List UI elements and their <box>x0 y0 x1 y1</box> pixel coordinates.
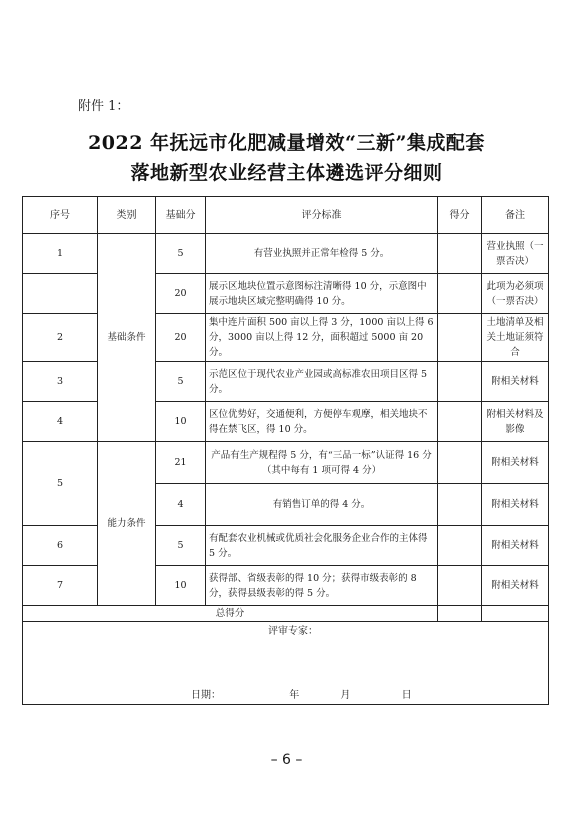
row-base-score: 21 <box>156 442 206 484</box>
category-basic: 基础条件 <box>98 234 156 442</box>
row-note: 附相关材料 <box>482 362 549 402</box>
row-criteria: 示范区位于现代农业产业园或高标准农田项目区得 5 分。 <box>206 362 438 402</box>
row-base-score: 20 <box>156 274 206 314</box>
date-line <box>191 688 412 703</box>
total-label: 总得分 <box>23 606 438 622</box>
row-criteria: 集中连片面积 500 亩以上得 3 分，1000 亩以上得 6 分，3000 亩以上得 12 分，面积超过 5000 亩 20 分。 <box>206 314 438 362</box>
date-label: 日期： <box>191 690 221 701</box>
row-note: 附相关材料 <box>482 484 549 526</box>
row-note: 此项为必须项（一票否决） <box>482 274 549 314</box>
review-row <box>23 622 549 705</box>
row-number: 6 <box>23 526 98 566</box>
row-number: 7 <box>23 566 98 606</box>
row-number: 3 <box>23 362 98 402</box>
row-criteria: 产品有生产规程得 5 分，有“三品一标”认证得 16 分（其中每有 1 项可得 4 分） <box>206 442 438 484</box>
reviewer-label: 评审专家： <box>268 626 318 637</box>
row-number: 4 <box>23 402 98 442</box>
column-header-category: 类别 <box>98 197 156 234</box>
column-header-points: 得分 <box>438 197 482 234</box>
row-points <box>438 362 482 402</box>
total-note <box>482 606 549 622</box>
row-number: 2 <box>23 314 98 362</box>
row-base-score: 20 <box>156 314 206 362</box>
row-base-score: 10 <box>156 402 206 442</box>
attachment-label: 附件 1： <box>78 99 130 114</box>
table-row <box>23 234 549 274</box>
row-note: 附相关材料及影像 <box>482 402 549 442</box>
row-points <box>438 402 482 442</box>
row-note: 附相关材料 <box>482 566 549 606</box>
row-note: 营业执照（一票否决） <box>482 234 549 274</box>
table-header-row <box>23 197 549 234</box>
category-capability: 能力条件 <box>98 442 156 606</box>
scoring-table <box>22 196 549 705</box>
total-points <box>438 606 482 622</box>
column-header-note: 备注 <box>482 197 549 234</box>
row-base-score: 5 <box>156 526 206 566</box>
column-header-no: 序号 <box>23 197 98 234</box>
row-base-score: 5 <box>156 362 206 402</box>
row-points <box>438 234 482 274</box>
row-criteria: 获得部、省级表彰的得 10 分；获得市级表彰的 8 分，获得县级表彰的得 5 分。 <box>206 566 438 606</box>
row-note: 土地清单及相关土地证须符合 <box>482 314 549 362</box>
document-title-line-2: 落地新型农业经营主体遴选评分细则 <box>130 162 443 184</box>
row-points <box>438 484 482 526</box>
row-note: 附相关材料 <box>482 442 549 484</box>
row-points <box>438 526 482 566</box>
row-base-score: 4 <box>156 484 206 526</box>
row-number: 5 <box>23 442 98 526</box>
date-year-label: 年 <box>289 690 300 701</box>
date-day-label: 日 <box>401 690 412 701</box>
row-number <box>23 274 98 314</box>
row-note: 附相关材料 <box>482 526 549 566</box>
row-criteria: 区位优势好，交通便利，方便停车观摩，相关地块不得在禁飞区，得 10 分。 <box>206 402 438 442</box>
row-criteria: 有配套农业机械或优质社会化服务企业合作的主体得 5 分。 <box>206 526 438 566</box>
column-header-criteria: 评分标准 <box>206 197 438 234</box>
table-row <box>23 442 549 484</box>
row-base-score: 5 <box>156 234 206 274</box>
total-row <box>23 606 549 622</box>
row-criteria: 展示区地块位置示意图标注清晰得 10 分，示意图中展示地块区域完整明确得 10 分。 <box>206 274 438 314</box>
column-header-base-score: 基础分 <box>156 197 206 234</box>
row-number: 1 <box>23 234 98 274</box>
review-cell <box>23 622 549 705</box>
page-number: – 6 – <box>270 752 303 768</box>
row-base-score: 10 <box>156 566 206 606</box>
row-points <box>438 314 482 362</box>
row-criteria: 有销售订单的得 4 分。 <box>206 484 438 526</box>
date-month-label: 月 <box>340 690 351 701</box>
document-title-line-1: 2022 年抚远市化肥减量增效“三新”集成配套 <box>88 132 485 154</box>
row-criteria: 有营业执照并正常年检得 5 分。 <box>206 234 438 274</box>
row-points <box>438 442 482 484</box>
row-points <box>438 274 482 314</box>
row-points <box>438 566 482 606</box>
